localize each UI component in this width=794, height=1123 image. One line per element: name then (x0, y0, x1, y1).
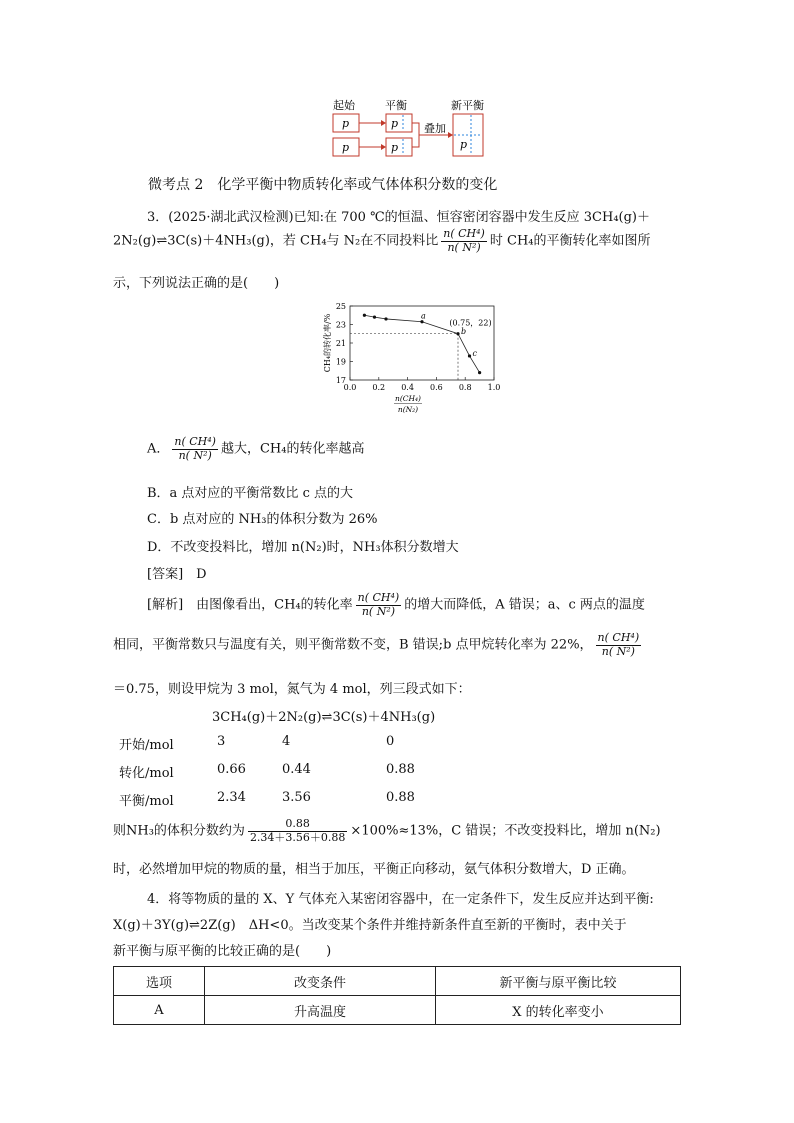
y-axis-label: CH₄的转化率/% (323, 313, 332, 373)
reaction-equation: 3CH₄(g)＋2N₂(g)⇌3C(s)＋4NH₃(g) (212, 710, 436, 725)
x-tick-label: 0.2 (372, 383, 386, 392)
data-point (478, 371, 481, 374)
p-symbol: p (460, 138, 468, 151)
q4-line1: 4．将等物质的量的 X、Y 气体充入某密闭容器中，在一定条件下，发生反应并达到平衡: (147, 892, 654, 907)
y-tick-label: 25 (335, 302, 346, 311)
x-tick-label: 0.8 (458, 383, 472, 392)
label-start: 起始 (333, 99, 355, 112)
table-row: A 升高温度 X 的转化率变小 (114, 996, 681, 1025)
analysis-line3: ＝0.75，则设甲烷为 3 mol，氮气为 4 mol，列三段式如下： (113, 682, 471, 697)
analysis-line5: 时，必然增加甲烷的物质的量，相当于加压，平衡正向移动，氨气体积分数增大，D 正确。 (113, 862, 635, 877)
stage-ch4: 3 (217, 734, 226, 749)
label-new-eq: 新平衡 (451, 99, 484, 112)
option-d: D．不改变投料比，增加 n(N₂)时，NH₃体积分数增大 (147, 540, 459, 555)
option-b: B．a 点对应的平衡常数比 c 点的大 (147, 486, 353, 501)
conversion-chart (318, 300, 508, 424)
y-tick-label: 23 (335, 320, 346, 330)
stage-label: 平衡/mol (119, 794, 174, 809)
point-label-c: c (472, 348, 478, 358)
option-c: C．b 点对应的 NH₃的体积分数为 26% (147, 512, 378, 527)
stage-n2: 0.44 (282, 762, 311, 777)
section-title: 微考点 2 化学平衡中物质转化率或气体体积分数的变化 (148, 177, 498, 193)
p-symbol: p (342, 117, 350, 130)
arrow-label: 叠加 (424, 122, 446, 135)
table-header-row: 选项 改变条件 新平衡与原平衡比较 (114, 967, 681, 996)
q3-line3: 示，下列说法正确的是( ) (113, 276, 280, 291)
x-tick-label: 0.6 (430, 383, 443, 392)
x-axis-label-den: n(N₂) (397, 405, 419, 414)
q3-line1: 3．(2025·湖北武汉检测)已知:在 700 ℃的恒温、恒容密闭容器中发生反应 3CH₄(g)＋ (147, 210, 650, 225)
stage-n2: 4 (282, 734, 291, 749)
q3-line2-b: 时 CH₄的平衡转化率如图所 (489, 233, 651, 249)
data-point (363, 314, 366, 317)
p-symbol: p (391, 117, 399, 130)
ratio-fraction: $\frac{\text{n( CH⁴)}}{\text{n( N²)}}$ (443, 227, 485, 254)
x-tick-label: 1.0 (487, 383, 501, 392)
analysis-line1: [解析] 由图像看出，CH₄的转化率 $\frac{\text{n( CH⁴)}}{\text{n( N²)}}$ 的增大而降低，A 错误；a、c 两点的温度 (147, 591, 645, 618)
y-tick-label: 19 (335, 357, 346, 367)
q4-line2: X(g)＋3Y(g)⇌2Z(g) ΔH<0。当改变某个条件并维持新条件直至新的平衡时，表中关于 (113, 918, 627, 933)
comparison-table (113, 966, 681, 1025)
y-tick-label: 17 (335, 376, 346, 385)
q3-line2 (113, 228, 651, 254)
stage-nh3: 0.88 (386, 790, 415, 805)
point-label-b: b (461, 326, 467, 336)
q4-line3: 新平衡与原平衡的比较正确的是( ) (113, 944, 332, 959)
q3-line2-a: 2N₂(g)⇌3C(s)＋4NH₃(g)，若 CH₄与 N₂在不同投料比 (113, 233, 439, 249)
p-symbol: p (342, 141, 350, 154)
y-tick-label: 21 (335, 339, 346, 348)
data-point (468, 354, 471, 357)
equilibrium-diagram (325, 96, 495, 162)
stage-n2: 3.56 (282, 790, 311, 805)
x-axis-label-num: n(CH₄) (395, 394, 421, 403)
point-label-a: a (421, 311, 426, 321)
data-point (373, 316, 376, 319)
stage-ch4: 0.66 (217, 762, 246, 777)
annotation: (0.75，22) (449, 318, 492, 328)
stage-label: 转化/mol (119, 766, 174, 781)
stage-ch4: 2.34 (217, 790, 246, 805)
stage-label: 开始/mol (119, 738, 174, 753)
p-symbol: p (391, 141, 399, 154)
stage-nh3: 0 (386, 734, 395, 749)
x-tick-label: 0.0 (343, 383, 357, 392)
stage-nh3: 0.88 (386, 762, 415, 777)
label-eq: 平衡 (385, 99, 407, 112)
x-tick-label: 0.4 (401, 383, 414, 392)
answer (147, 563, 207, 582)
answer-tag: [答案] (147, 567, 184, 582)
box-eq-bottom (386, 138, 412, 156)
data-point (384, 317, 387, 320)
box-eq-top (386, 114, 412, 132)
analysis-line2: 相同，平衡常数只与温度有关，则平衡常数不变，B 错误;b 点甲烷转化率为 22%， $\frac{\text{n( CH⁴)}}{\text{n( N²)}}$ (113, 631, 640, 658)
option-a: A． $\frac{\text{n( CH⁴)}}{\text{n( N²)}}$ 越大，CH₄的转化率越高 (147, 435, 365, 462)
answer-value: D (196, 567, 207, 582)
analysis-line4: 则NH₃的体积分数约为 $\frac{0.88}{2.34+3.56+0.88}$ ×100%≈13%，C 错误；不改变投料比，增加 n(N₂) (113, 817, 661, 844)
data-point (456, 332, 459, 335)
